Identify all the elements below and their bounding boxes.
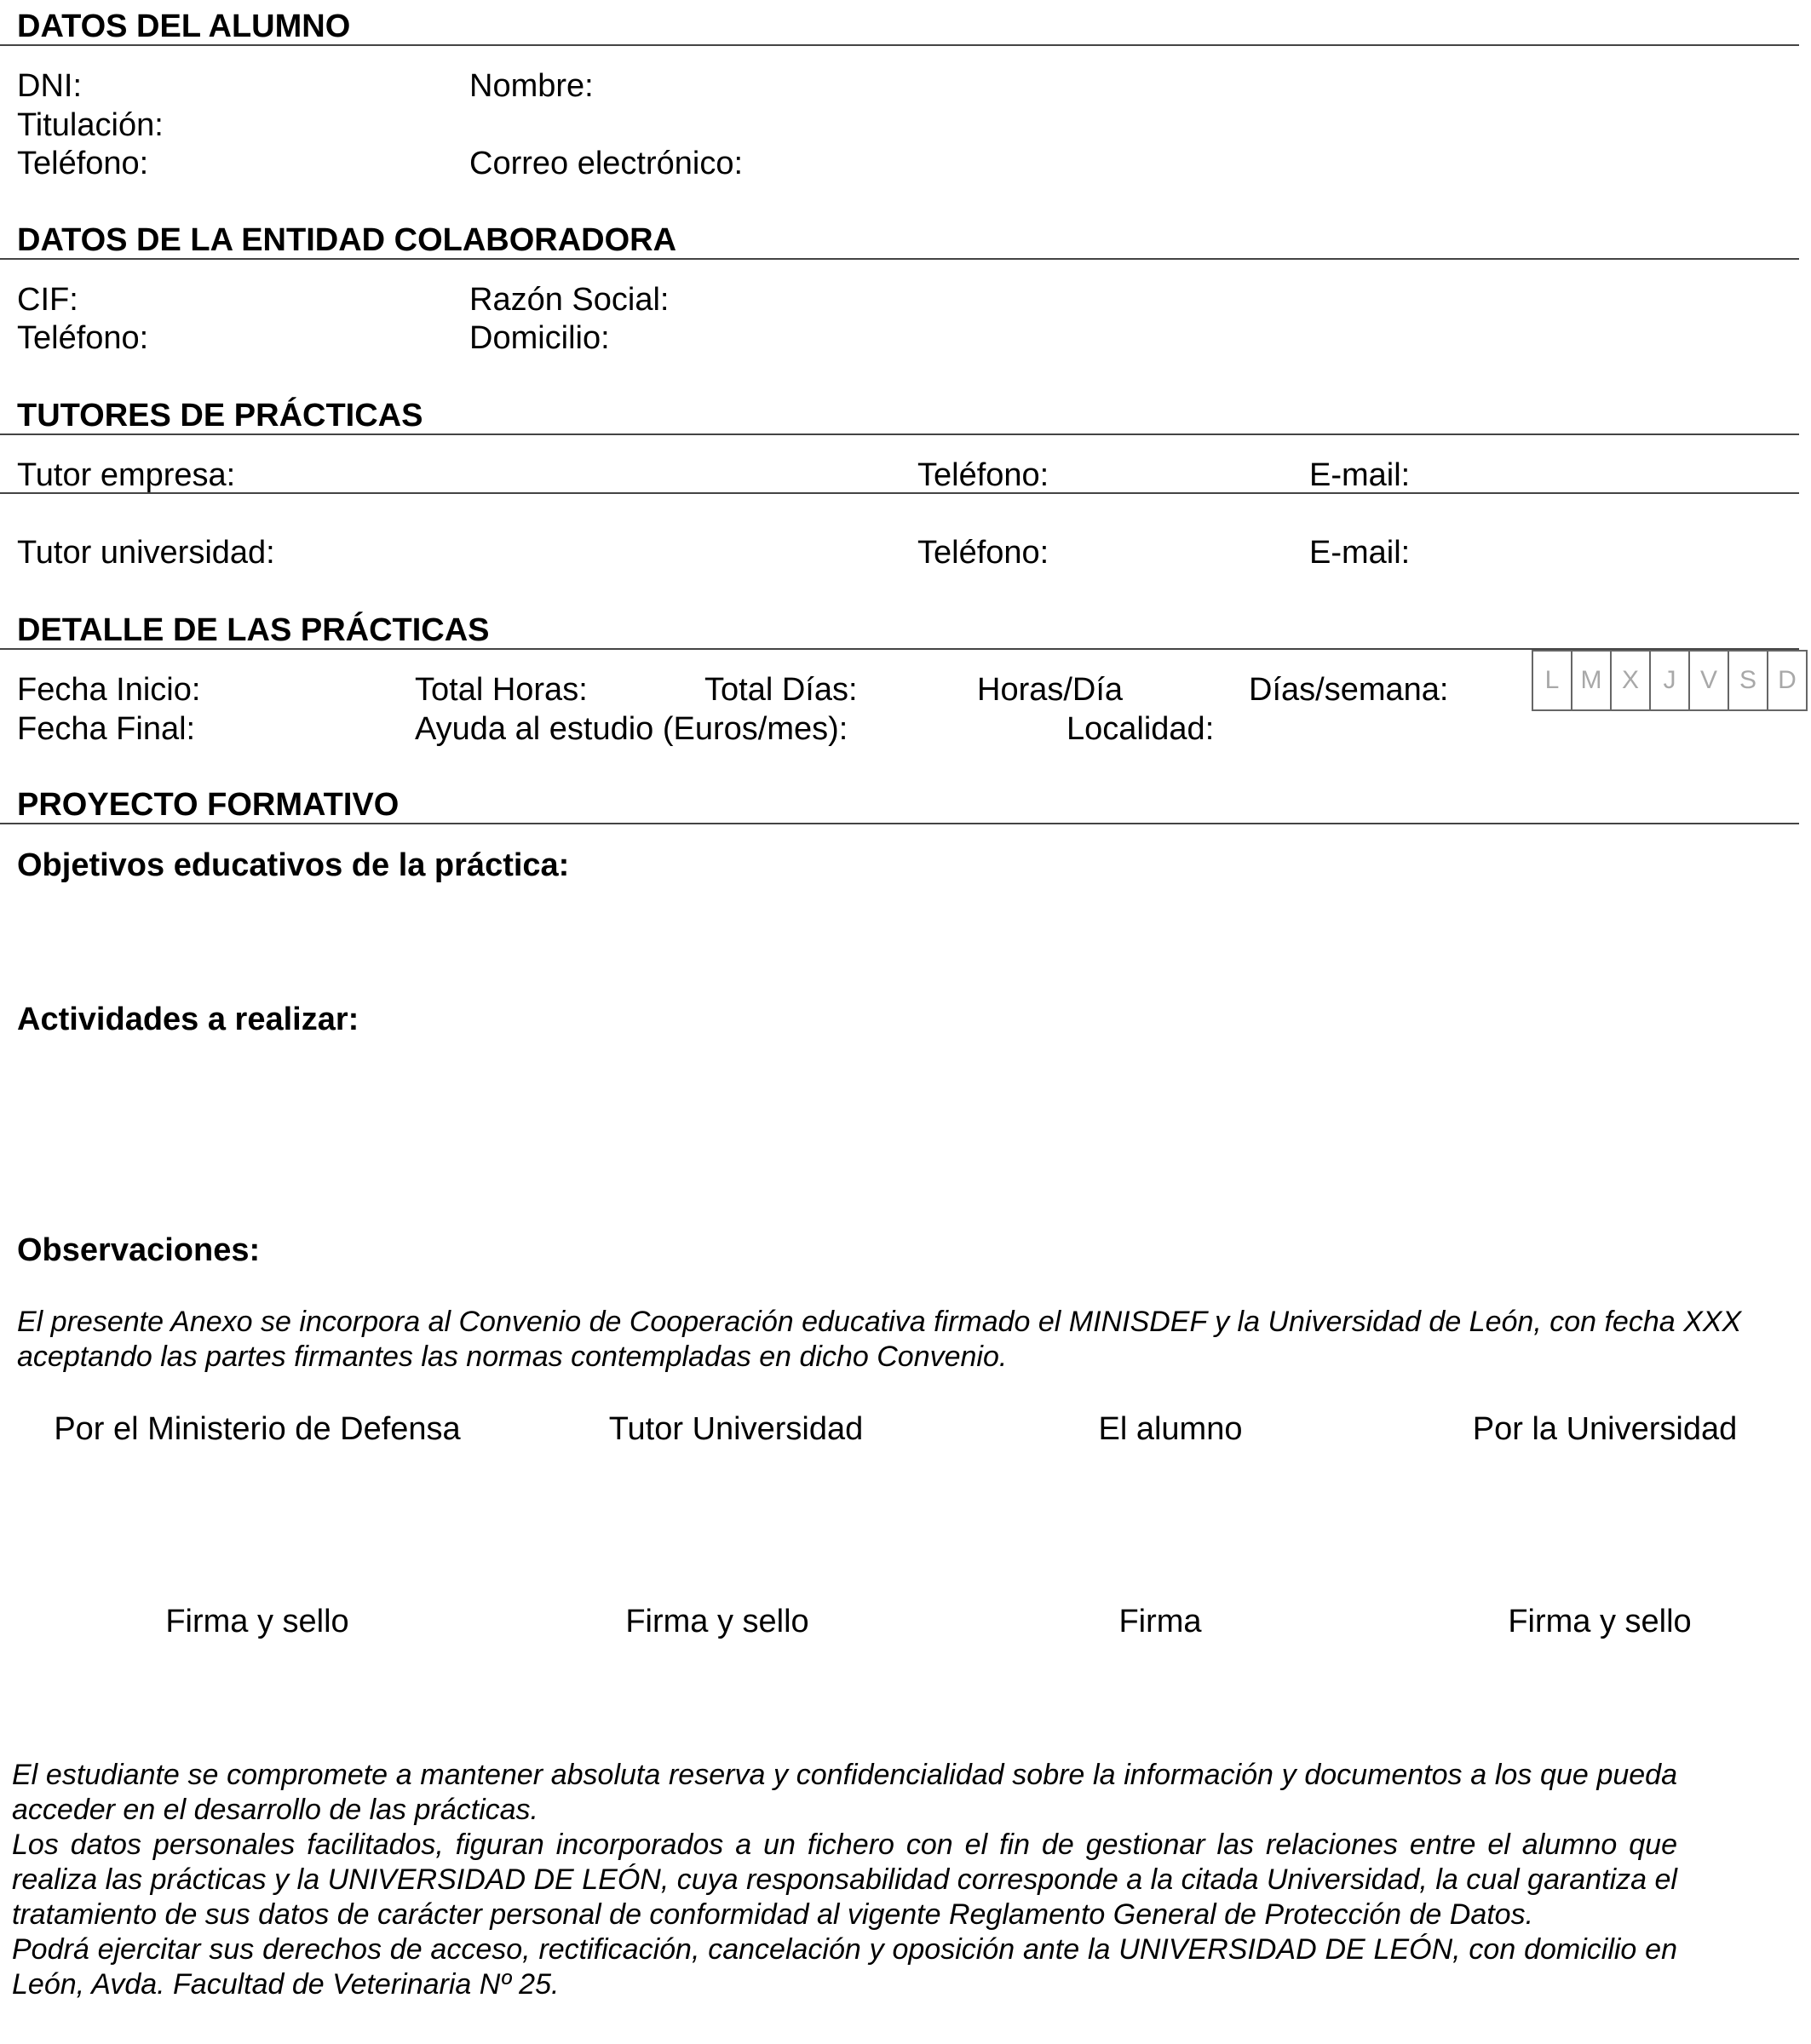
- nombre-label: Nombre:: [469, 68, 594, 104]
- signatory-title: Tutor Universidad: [608, 1411, 864, 1447]
- cif-label: CIF:: [17, 282, 78, 318]
- signatory-title: El alumno: [1098, 1411, 1243, 1447]
- weekday-selector: [1532, 650, 1808, 711]
- ayuda-estudio-label: Ayuda al estudio (Euros/mes):: [415, 711, 848, 747]
- divider: [0, 648, 1799, 650]
- anexo-paragraph: [17, 1305, 1789, 1375]
- weekday-box[interactable]: L: [1532, 650, 1572, 711]
- weekday-box[interactable]: M: [1571, 650, 1612, 711]
- tutor-empresa-telefono-label: Teléfono:: [917, 457, 1049, 493]
- fecha-inicio-label: Fecha Inicio:: [17, 672, 201, 708]
- tutor-universidad-email-label: E-mail:: [1309, 535, 1411, 571]
- divider: [0, 823, 1799, 824]
- signature-label: Firma y sello: [1508, 1604, 1692, 1639]
- divider: [0, 44, 1799, 46]
- titulacion-label: Titulación:: [17, 107, 164, 143]
- telefono-entidad-label: Teléfono:: [17, 320, 149, 356]
- weekday-box[interactable]: V: [1688, 650, 1729, 711]
- divider: [0, 258, 1799, 260]
- signature-label: Firma: [1118, 1604, 1202, 1639]
- dias-semana-label: Días/semana:: [1249, 672, 1449, 708]
- data-protection-paragraph: Los datos personales facilitados, figuran incorporados a un fichero con el fin de gestionar las relaciones entre el alumno que realiza las prácticas y la UNIVERSIDAD DE LEÓN, cuya responsabilidad corresponde a la citada Universidad, la cual garantiza el tratamiento de sus datos de carácter personal de conformidad al vigente Reglamento General de Protección de Datos.: [12, 1829, 1677, 1931]
- tutor-universidad-telefono-label: Teléfono:: [917, 535, 1049, 571]
- telefono-alumno-label: Teléfono:: [17, 146, 149, 181]
- fecha-final-label: Fecha Final:: [17, 711, 196, 747]
- confidentiality-paragraph: El estudiante se compromete a mantener absoluta reserva y confidencialidad sobre la información y documentos a los que pueda acceder en el desarrollo de las prácticas.: [12, 1759, 1677, 1826]
- total-horas-label: Total Horas:: [415, 672, 588, 708]
- tutor-empresa-label: Tutor empresa:: [17, 457, 236, 493]
- weekday-box[interactable]: X: [1610, 650, 1651, 711]
- dni-label: DNI:: [17, 68, 82, 104]
- razon-social-label: Razón Social:: [469, 282, 670, 318]
- footer-legal-text: [12, 1758, 1677, 2002]
- horas-dia-label: Horas/Día: [977, 672, 1124, 708]
- localidad-label: Localidad:: [1066, 711, 1215, 747]
- tutor-empresa-email-label: E-mail:: [1309, 457, 1411, 493]
- actividades-heading: Actividades a realizar:: [17, 1002, 359, 1037]
- weekday-box[interactable]: J: [1649, 650, 1690, 711]
- divider: [0, 433, 1799, 435]
- section-heading-alumno: DATOS DEL ALUMNO: [17, 9, 351, 44]
- objetivos-heading: Objetivos educativos de la práctica:: [17, 847, 570, 883]
- signature-label: Firma y sello: [625, 1604, 809, 1639]
- tutor-universidad-label: Tutor universidad:: [17, 535, 275, 571]
- anexo-text: El presente Anexo se incorpora al Convenio de Cooperación educativa firmado el MINISDEF y la Universidad de León, con fecha XXX aceptando las partes firmantes las normas contempladas en dicho Convenio.: [17, 1306, 1742, 1373]
- signatory-title: Por el Ministerio de Defensa: [54, 1411, 461, 1447]
- domicilio-label: Domicilio:: [469, 320, 610, 356]
- section-heading-detalle: DETALLE DE LAS PRÁCTICAS: [17, 612, 490, 648]
- divider: [0, 492, 1799, 494]
- signatory-title: Por la Universidad: [1472, 1411, 1738, 1447]
- total-dias-label: Total Días:: [704, 672, 858, 708]
- weekday-box[interactable]: D: [1767, 650, 1808, 711]
- correo-label: Correo electrónico:: [469, 146, 744, 181]
- observaciones-heading: Observaciones:: [17, 1232, 261, 1268]
- section-heading-proyecto: PROYECTO FORMATIVO: [17, 787, 400, 823]
- signature-label: Firma y sello: [165, 1604, 349, 1639]
- rights-paragraph: Podrá ejercitar sus derechos de acceso, rectificación, cancelación y oposición ante la UNIVERSIDAD DE LEÓN, con domicilio en León, Avda. Facultad de Veterinaria Nº 25.: [12, 1933, 1677, 2001]
- weekday-box[interactable]: S: [1728, 650, 1768, 711]
- section-heading-tutores: TUTORES DE PRÁCTICAS: [17, 398, 423, 433]
- section-heading-entidad: DATOS DE LA ENTIDAD COLABORADORA: [17, 222, 677, 258]
